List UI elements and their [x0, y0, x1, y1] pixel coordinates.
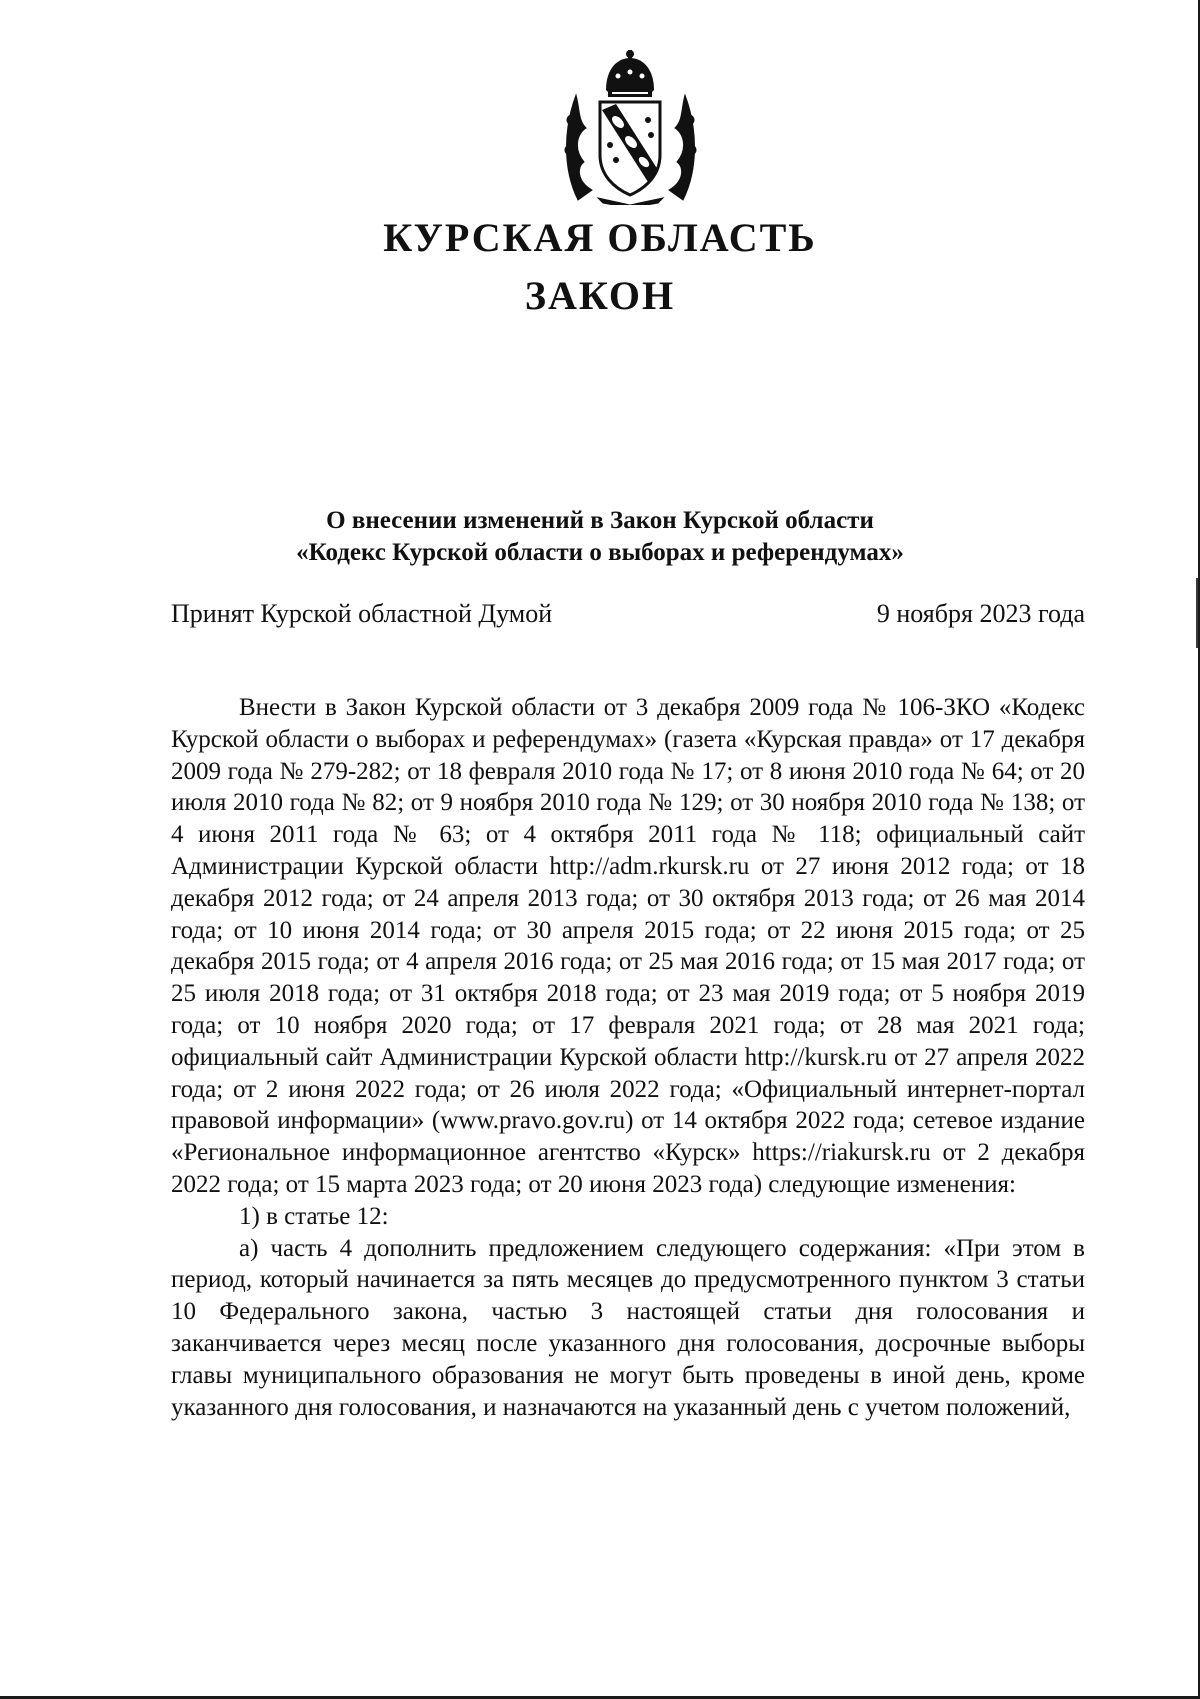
- kursk-coat-of-arms-icon: [558, 50, 703, 205]
- law-title-line-1: О внесении изменений в Закон Курской области: [326, 507, 874, 534]
- adoption-date: 9 ноября 2023 года: [876, 599, 1085, 628]
- body-item-1: 1) в статье 12:: [239, 1202, 389, 1230]
- adopted-by: Принят Курской областной Думой: [171, 599, 553, 628]
- scan-mark: [1196, 578, 1198, 648]
- region-heading: КУРСКАЯ ОБЛАСТЬ: [383, 215, 817, 260]
- body-paragraph-intro: Внести в Закон Курской области от 3 декабря 2009 года № 106-ЗКО «Кодекс Курской области о выборах и референдумах» (газета «Курская правда» от 17 декабря 2009 года № 279-282; от 18 февраля 2010 года № 17; от 8 июня 2010 года № 64; от 20 июля 2010 года № 82; от 9 ноября 2010 года № 129; от 30 ноября 2010 года № 138; от 4 июня 2011 года № 63; от 4 октября 2011 года № 118; официальный сайт Администрации Курской области http://adm.rkursk.ru от 27 июня 2012 года; от 18 декабря 2012 года; от 24 апреля 2013 года; от 30 октября 2013 года; от 26 мая 2014 года; от 10 июня 2014 года; от 30 апреля 2015 года; от 22 июня 2015 года; от 25 декабря 2015 года; от 4 апреля 2016 года; от 25 мая 2016 года; от 15 мая 2017 года; от 25 июля 2018 года; от 31 октября 2018 года; от 23 мая 2019 года; от 5 ноября 2019 года; от 10 ноября 2020 года; от 17 февраля 2021 года; от 28 мая 2021 года; официальный сайт Администрации Курской области http://kursk.ru от 27 апреля 2022 года; от 2 июня 2022 года; от 26 июля 2022 года; «Официальный интернет-портал правовой информации» (www.pravo.gov.ru) от 14 октября 2022 года; сетевое издание «Региональное информационное агентство «Курск» https://riakursk.ru от 2 декабря 2022 года; от 15 марта 2023 года; от 20 июня 2023 года) следующие изменения:: [171, 694, 1085, 1198]
- law-body: [171, 692, 1085, 1423]
- document-type-heading: ЗАКОН: [524, 273, 676, 318]
- adoption-row: [171, 599, 1085, 629]
- body-item-1a: а) часть 4 дополнить предложением следующего содержания: «При этом в период, который начинается за пять месяцев до предусмотренного пунктом 3 статьи 10 Федерального закона, частью 3 настоящей статьи дня голосования и заканчивается через месяц после указанного дня голосования, досрочные выборы главы муниципального образования не могут быть проведены в иной день, кроме указанного дня голосования, и назначаются на указанный день с учетом положений,: [171, 1234, 1085, 1421]
- law-title: [0, 505, 1200, 569]
- law-title-line-2: «Кодекс Курской области о выборах и референдумах»: [296, 539, 904, 566]
